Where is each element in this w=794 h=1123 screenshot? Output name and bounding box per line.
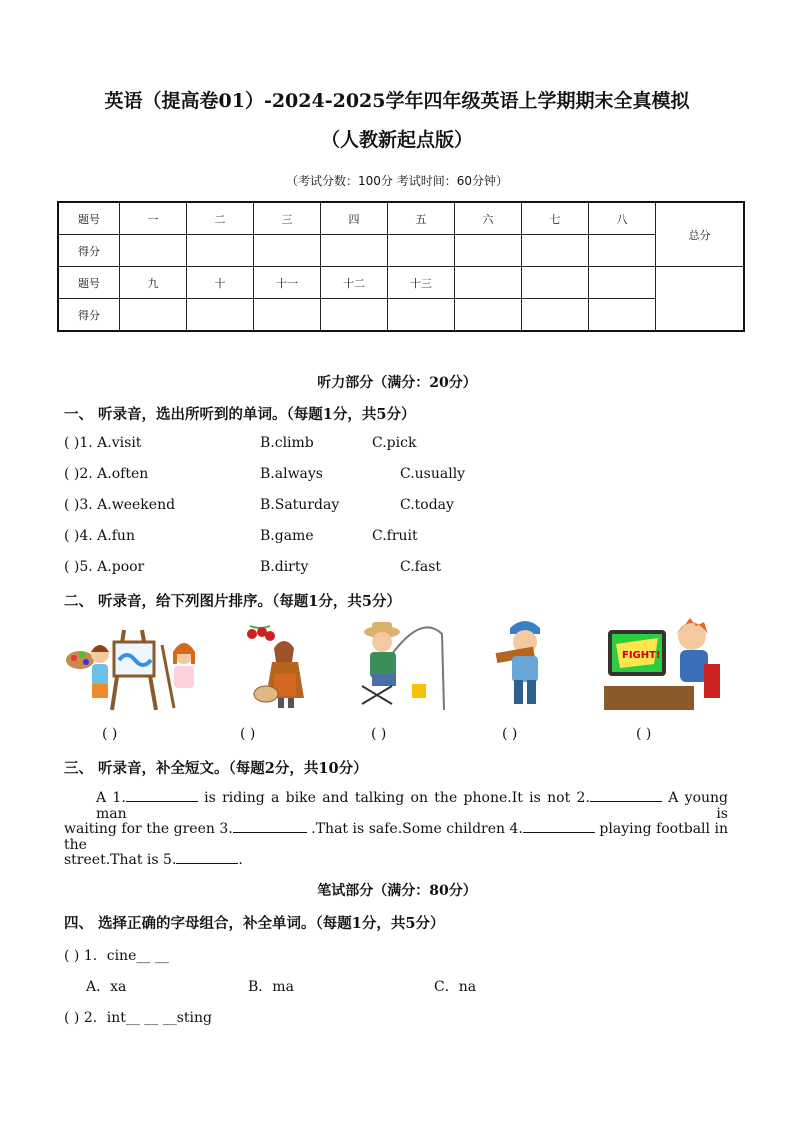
score-cell bbox=[589, 299, 656, 332]
question-4-2: ( ) 2．int__ __ __sting bbox=[64, 1010, 213, 1026]
order-blank-3[interactable]: ( ) bbox=[371, 726, 387, 742]
section-2-title: 二、 听录音，给下列图片排序。（每题1分，共5分） bbox=[64, 593, 401, 610]
score-cell bbox=[254, 235, 321, 267]
boy-computer-game-picture bbox=[604, 614, 724, 712]
fill-blank-4[interactable] bbox=[523, 820, 595, 833]
section-3-title: 三、 听录音，补全短文。（每题2分，共10分） bbox=[64, 760, 368, 777]
page-subtitle: （人教新起点版） bbox=[320, 129, 473, 151]
section-1-title: 一、 听录音，选出所听到的单词。（每题1分，共5分） bbox=[64, 406, 416, 423]
col-cell bbox=[455, 267, 522, 299]
passage-text: A 1. bbox=[96, 790, 126, 806]
score-cell bbox=[388, 299, 455, 332]
col-cell: 十一 bbox=[254, 267, 321, 299]
passage-text: playing football in the bbox=[64, 821, 728, 853]
col-cell: 三 bbox=[254, 202, 321, 235]
question-4-1: ( ) 1．cine__ __ bbox=[64, 948, 169, 964]
score-cell bbox=[187, 299, 254, 332]
painting-children-picture bbox=[64, 620, 200, 712]
col-cell: 十三 bbox=[388, 267, 455, 299]
question-2: ( )2. A.often bbox=[64, 466, 149, 482]
score-cell bbox=[522, 235, 589, 267]
col-cell: 一 bbox=[120, 202, 187, 235]
order-blank-4[interactable]: ( ) bbox=[502, 726, 518, 742]
option-c: C.fruit bbox=[372, 528, 418, 544]
option-c: C.pick bbox=[372, 435, 417, 451]
score-cell bbox=[120, 235, 187, 267]
row-label: 题号 bbox=[58, 202, 120, 235]
exam-info: （考试分数：100分 考试时间：60分钟） bbox=[286, 174, 508, 188]
col-cell: 五 bbox=[388, 202, 455, 235]
col-cell: 六 bbox=[455, 202, 522, 235]
total-cell bbox=[656, 267, 745, 332]
score-cell bbox=[321, 235, 388, 267]
total-label: 总分 bbox=[656, 202, 745, 267]
row-label: 得分 bbox=[58, 299, 120, 332]
passage-text: street.That is 5. bbox=[64, 852, 177, 868]
option-c: C.usually bbox=[400, 466, 466, 482]
col-cell: 十 bbox=[187, 267, 254, 299]
option-b: B．ma bbox=[248, 979, 294, 995]
order-blank-5[interactable]: ( ) bbox=[636, 726, 652, 742]
question-3: ( )3. A.weekend bbox=[64, 497, 176, 513]
score-cell bbox=[321, 299, 388, 332]
fill-blank-3[interactable] bbox=[233, 820, 307, 833]
passage-text: . bbox=[238, 852, 243, 868]
page-title: 英语（提高卷01）-2024-2025学年四年级英语上学期期末全真模拟 bbox=[104, 90, 690, 112]
question-1: ( )1. A.visit bbox=[64, 435, 142, 451]
option-b: B.dirty bbox=[260, 559, 309, 575]
score-cell bbox=[187, 235, 254, 267]
grandma-fruit-picture bbox=[236, 620, 312, 712]
passage-text: A young man is bbox=[96, 790, 729, 822]
option-c: C．na bbox=[434, 979, 477, 995]
option-a: A．xa bbox=[86, 979, 127, 995]
score-cell bbox=[455, 299, 522, 332]
score-cell bbox=[254, 299, 321, 332]
order-blank-2[interactable]: ( ) bbox=[240, 726, 256, 742]
option-b: B.always bbox=[260, 466, 323, 482]
col-cell bbox=[522, 267, 589, 299]
option-c: C.today bbox=[400, 497, 454, 513]
passage-line-1 bbox=[96, 789, 728, 822]
score-cell bbox=[455, 235, 522, 267]
row-label: 题号 bbox=[58, 267, 120, 299]
option-c: C.fast bbox=[400, 559, 442, 575]
option-b: B.Saturday bbox=[260, 497, 340, 513]
order-blank-1[interactable]: ( ) bbox=[102, 726, 118, 742]
grandpa-fishing-picture bbox=[352, 614, 450, 712]
passage-text: .That is safe.Some children 4. bbox=[311, 821, 523, 837]
fill-blank-5[interactable] bbox=[176, 851, 238, 864]
col-cell: 十二 bbox=[321, 267, 388, 299]
written-heading: 笔试部分（满分：80分） bbox=[317, 883, 477, 899]
passage-text: waiting for the green 3. bbox=[64, 821, 233, 837]
col-cell: 四 bbox=[321, 202, 388, 235]
col-cell: 七 bbox=[522, 202, 589, 235]
passage-line-3 bbox=[64, 851, 243, 868]
col-cell: 八 bbox=[589, 202, 656, 235]
score-cell bbox=[589, 235, 656, 267]
question-4: ( )4. A.fun bbox=[64, 528, 135, 544]
listening-heading: 听力部分（满分：20分） bbox=[317, 375, 477, 391]
col-cell bbox=[589, 267, 656, 299]
score-cell bbox=[522, 299, 589, 332]
score-cell bbox=[120, 299, 187, 332]
fill-blank-2[interactable] bbox=[590, 789, 662, 802]
col-cell: 二 bbox=[187, 202, 254, 235]
worker-carrying-picture bbox=[494, 618, 556, 710]
option-b: B.climb bbox=[260, 435, 314, 451]
fill-blank-1[interactable] bbox=[126, 789, 198, 802]
section-4-title: 四、 选择正确的字母组合，补全单词。（每题1分，共5分） bbox=[64, 915, 445, 932]
option-b: B.game bbox=[260, 528, 314, 544]
passage-line-2 bbox=[64, 820, 728, 853]
row-label: 得分 bbox=[58, 235, 120, 267]
passage-text: is riding a bike and talking on the phone.It is not 2. bbox=[204, 790, 590, 806]
score-table bbox=[57, 201, 745, 332]
fight-screen-text: FIGHT! bbox=[622, 650, 661, 661]
score-cell bbox=[388, 235, 455, 267]
question-5: ( )5. A.poor bbox=[64, 559, 145, 575]
col-cell: 九 bbox=[120, 267, 187, 299]
